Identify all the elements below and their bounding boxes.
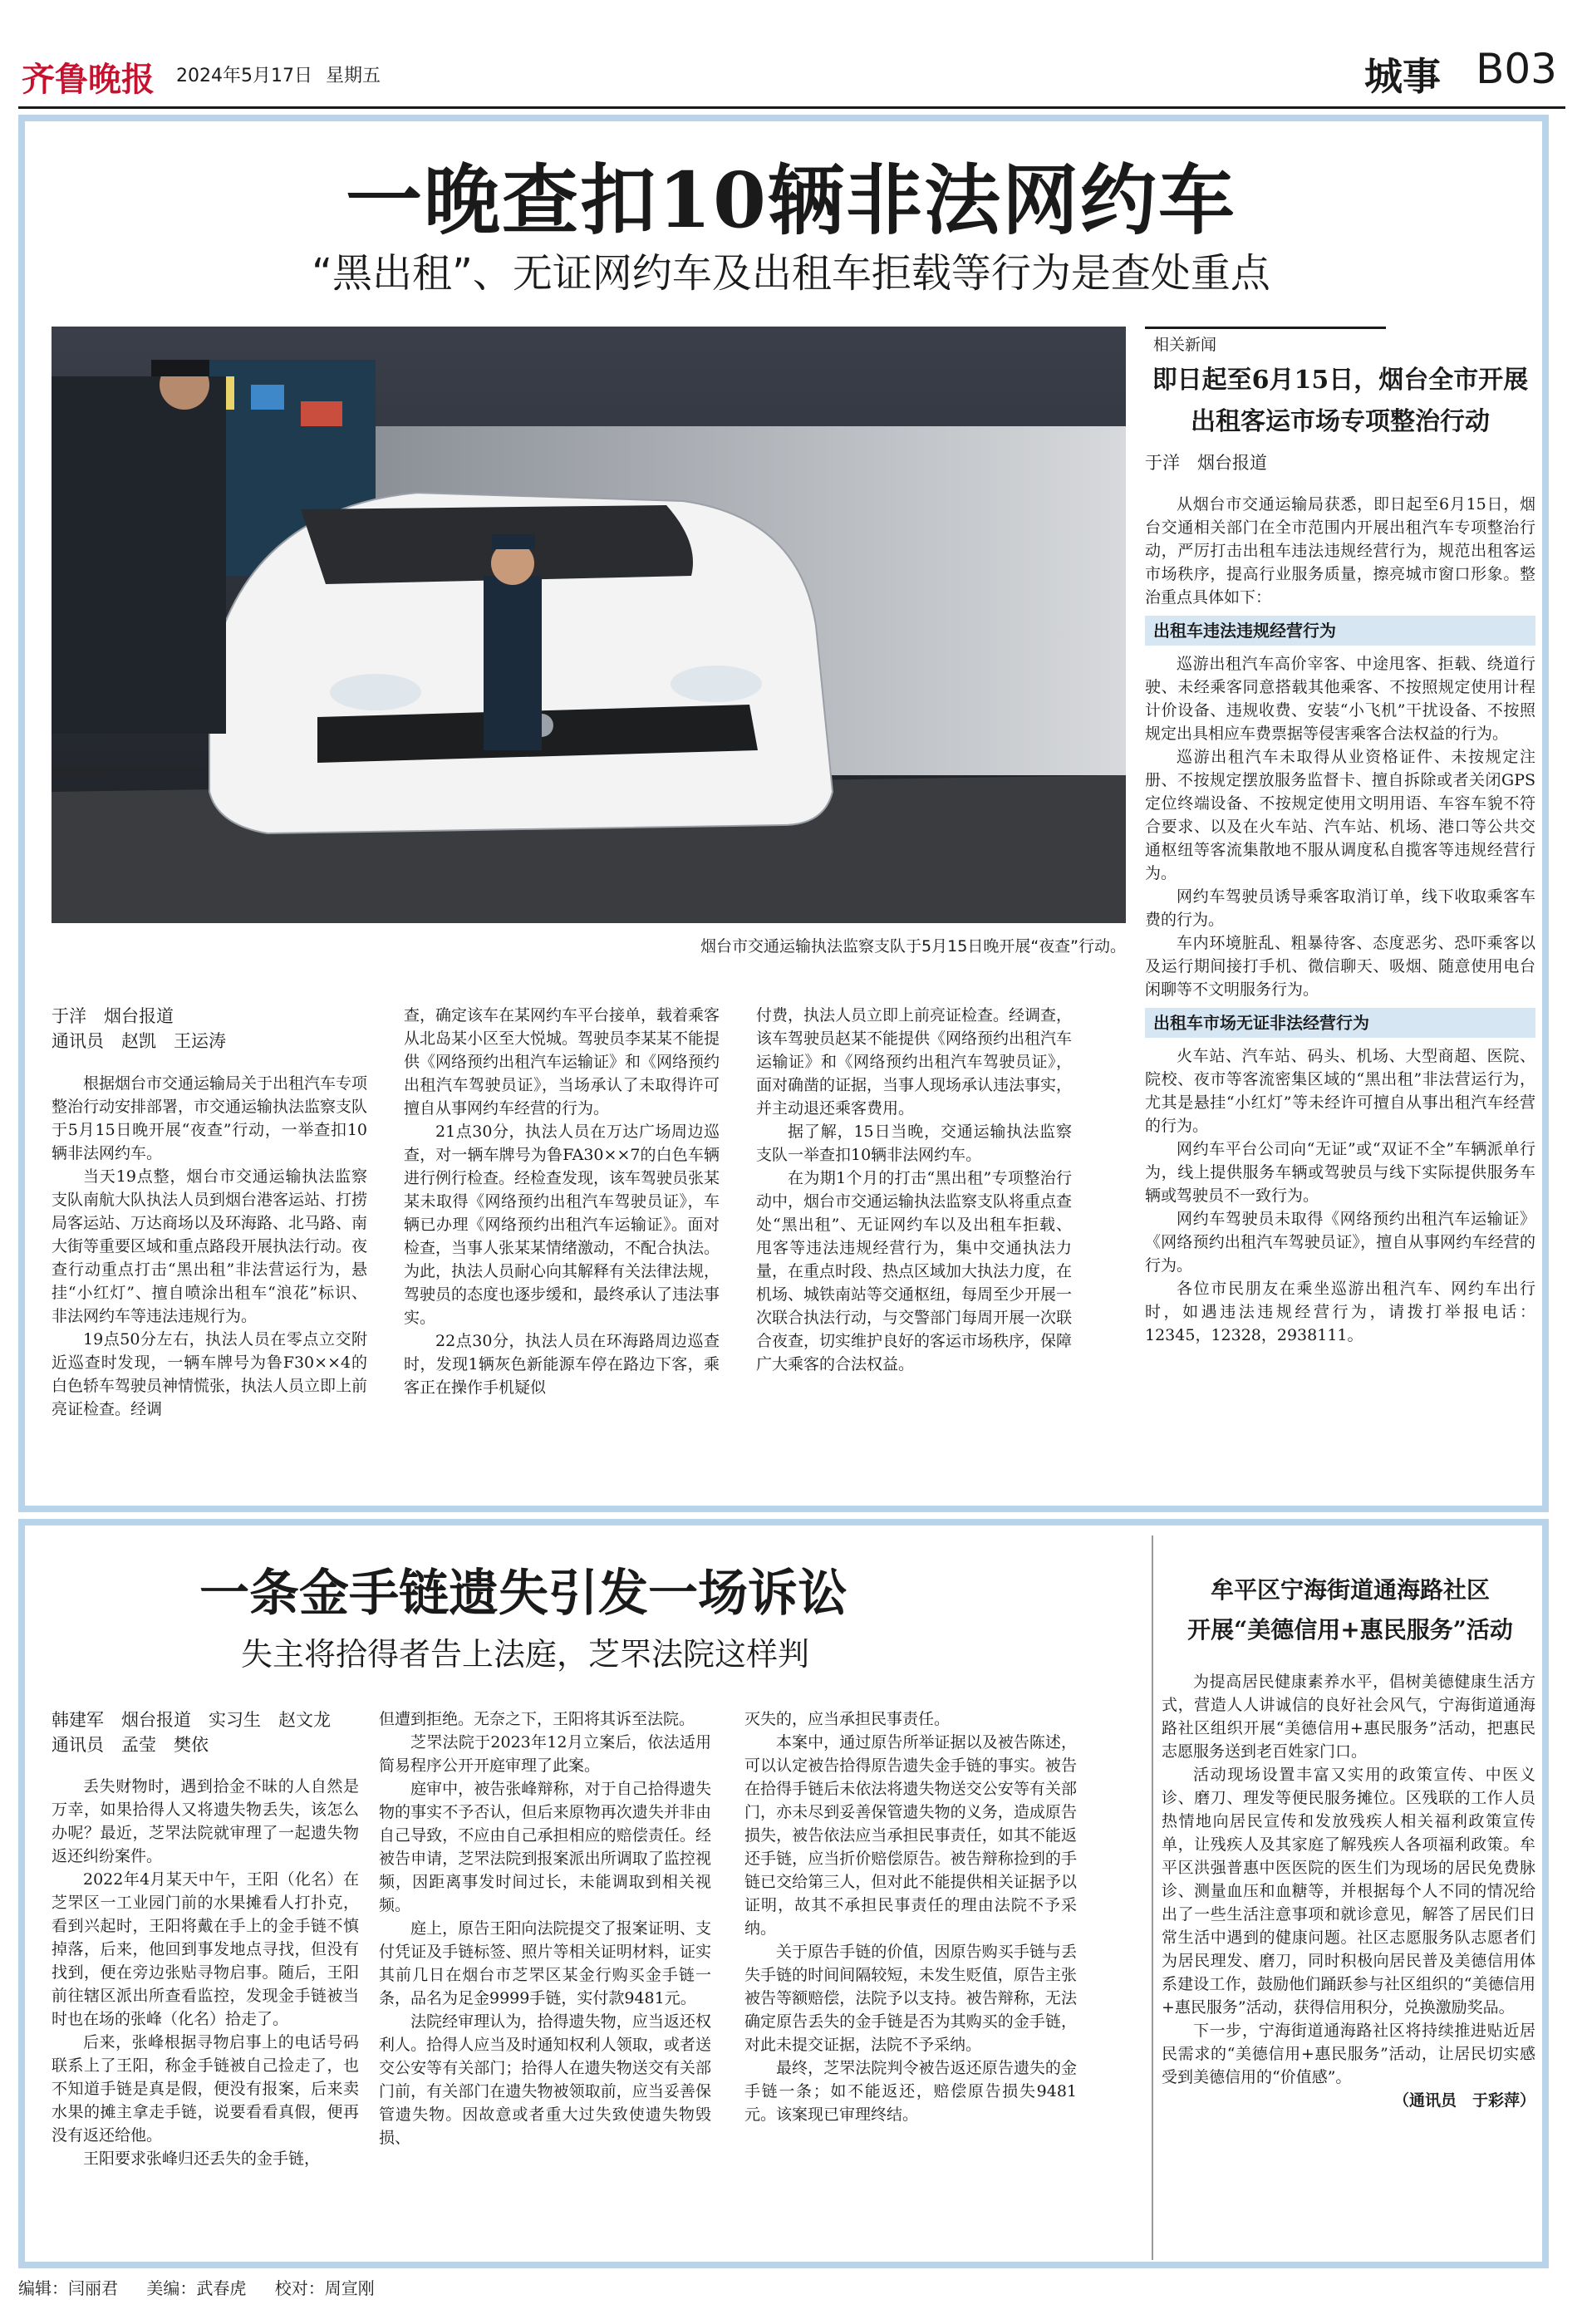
related-news-tag: 相关新闻 <box>1145 327 1386 353</box>
body-paragraph: 法院经审理认为，拾得遗失物，应当返还权利人。拾得人应当及时通知权利人领取，或者送交公安等有关部门；拾得人在遗失物送交有关部门前，有关部门在遗失物被领取前，应当妥善保管遗失物。因故意或者重大过失致使遗失物毁损、 <box>379 2012 711 2147</box>
sidebar-paragraph: 各位市民朋友在乘坐巡游出租汽车、网约车出行时，如遇违法违规经营行为，请拨打举报电话：12345，12328，2938111。 <box>1145 1280 1535 1344</box>
page-number: B03 <box>1476 45 1557 93</box>
body-paragraph: 19点50分左右，执法人员在零点立交附近巡查时发现，一辆车牌号为鲁F30××4的白色轿车驾驶员神情慌张，执法人员立即上前亮证检查。经调 <box>52 1330 368 1418</box>
article3-signature: （通讯员 于彩萍） <box>1393 2091 1535 2110</box>
page-credits <box>18 2275 1565 2299</box>
sidebar-subhead-1: 出租车违法违规经营行为 <box>1145 616 1535 646</box>
body-paragraph: 灭失的，应当承担民事责任。 <box>744 1710 951 1728</box>
body-paragraph: 付费，执法人员立即上前亮证检查。经调查，该车驾驶员赵某不能提供《网络预约出租汽车运输证》和《网络预约出租汽车驾驶员证》，面对确凿的证据，当事人现场承认违法事实，并主动退还乘客费用。 <box>756 1006 1073 1118</box>
article2-column-2 <box>379 1707 711 2150</box>
issue-weekday: 星期五 <box>326 66 381 86</box>
designer-credit: 美编：武春虎 <box>146 2278 247 2298</box>
body-paragraph: 据了解，15日当晚，交通运输执法监察支队一举查扣10辆非法网约车。 <box>756 1123 1072 1164</box>
sidebar-headline-line-2: 出租客运市场专项整治行动 <box>1191 407 1490 436</box>
sidebar-subhead-2: 出租车市场无证非法经营行为 <box>1145 1008 1535 1038</box>
proofreader-credit: 校对：周宣刚 <box>274 2278 375 2298</box>
sidebar-byline: 于洋 烟台报道 <box>1145 453 1267 473</box>
article2-column-1 <box>52 1775 359 2170</box>
article1-reporter: 于洋 烟台报道 <box>52 1006 174 1026</box>
article2-correspondents: 通讯员 孟莹 樊依 <box>52 1735 209 1755</box>
article3-body <box>1162 1670 1535 2112</box>
body-paragraph: 查，确定该车在某网约车平台接单，载着乘客从北岛某小区至大悦城。驾驶员李某某不能提供《网络预约出租汽车运输证》和《网络预约出租汽车驾驶员证》，当场承认了未取得许可擅自从事网约车经营的行为。 <box>404 1006 720 1118</box>
column-divider <box>1152 1535 1153 2260</box>
body-paragraph: 但遭到拒绝。无奈之下，王阳将其诉至法院。 <box>379 1710 695 1728</box>
article1-correspondents: 通讯员 赵凯 王运涛 <box>52 1031 226 1051</box>
headline-3 <box>1163 1570 1537 1650</box>
body-paragraph: 当天19点整，烟台市交通运输执法监察支队南航大队执法人员到烟台港客运站、打捞局客运站、万达商场以及环海路、北马路、南大街等重要区域和重点路段开展执法行动。夜查行动重点打击“黑出租”非法营运行为，悬挂“小红灯”、擅自喷涂出租车“浪花”标识、非法网约车等违法违规行为。 <box>52 1167 368 1325</box>
body-paragraph: 下一步，宁海街道通海路社区将持续推进贴近居民需求的“美德信用+惠民服务”活动，让居民切实感受到美德信用的“价值感”。 <box>1162 2022 1535 2086</box>
sidebar-paragraph: 巡游出租汽车未取得从业资格证件、未按规定注册、不按规定摆放服务监督卡、擅自拆除或者关闭GPS定位终端设备、不按规定使用文明用语、车容车貌不符合要求、以及在火车站、汽车站、机场、港口等公共交通枢纽等客流集散地不服从调度私自揽客等违规经营行为。 <box>1145 748 1535 882</box>
headline-2: 一条金手链遗失引发一场诉讼 <box>199 1565 848 1623</box>
headline-3-line-1: 牟平区宁海街道通海路社区 <box>1210 1576 1490 1604</box>
sidebar-body <box>1145 493 1535 1347</box>
sidebar-paragraph: 网约车驾驶员未取得《网络预约出租汽车运输证》《网络预约出租汽车驾驶员证》，擅自从事网约车经营的行为。 <box>1145 1210 1535 1275</box>
article1-column-1 <box>52 1072 367 1421</box>
body-paragraph: 在为期1个月的打击“黑出租”专项整治行动中，烟台市交通运输执法监察支队将重点查处“黑出租”、无证网约车以及出租车拒载、甩客等违法违规经营行为，集中交通执法力量，在重点时段、热点区域加大执法力度，在机场、城铁南站等交通枢纽，每周至少开展一次联合执法行动，与交警部门每周开展一次联合夜查，切实维护良好的客运市场秩序，保障广大乘客的合法权益。 <box>756 1169 1073 1373</box>
editor-credit: 编辑：闫丽君 <box>18 2278 118 2298</box>
body-paragraph: 芝罘法院于2023年12月立案后，依法适用简易程序公开开庭审理了此案。 <box>379 1733 711 1775</box>
issue-date: 2024年5月17日 <box>176 66 312 86</box>
body-paragraph: 21点30分，执法人员在万达广场周边巡查，对一辆车牌号为鲁FA30××7的白色车辆进行例行检查。经检查发现，该车驾驶员张某某未取得《网络预约出租汽车驾驶员证》，车辆已办理《网络预约出租汽车运输证》。面对检查，当事人张某某情绪激动，不配合执法。为此，执法人员耐心向其解释有关法律法规，驾驶员的态度也逐步缓和，最终承认了违法事实。 <box>404 1123 720 1327</box>
article2-reporters: 韩建军 烟台报道 实习生 赵文龙 <box>52 1710 331 1730</box>
headline-3-line-2: 开展“美德信用+惠民服务”活动 <box>1187 1616 1513 1644</box>
body-paragraph: 本案中，通过原告所举证据以及被告陈述，可以认定被告拾得原告遗失金手链的事实。被告在拾得手链后未依法将遗失物送交公安等有关部门，亦未尽到妥善保管遗失物的义务，造成原告损失，被告依法应当承担民事责任，如其不能返还手链，应当折价赔偿原告。被告辩称捡到的手链已交给第三人，但对此不能提供相关证据予以证明，故其不承担民事责任的理由法院不予采纳。 <box>744 1733 1077 1938</box>
body-paragraph: 最终，芝罘法院判令被告返还原告遗失的金手链一条；如不能返还，赔偿原告损失9481元。该案现已审理终结。 <box>744 2059 1077 2124</box>
sidebar-paragraph: 网约车平台公司向“无证”或“双证不全”车辆派单行为，线上提供服务车辆或驾驶员与线下实际提供服务车辆或驾驶员不一致行为。 <box>1145 1140 1535 1205</box>
masthead-rule <box>18 106 1565 109</box>
body-paragraph: 22点30分，执法人员在环海路周边巡查时，发现1辆灰色新能源车停在路边下客，乘客正在操作手机疑似 <box>404 1332 720 1397</box>
article1-byline <box>52 1004 226 1054</box>
photo-caption: 烟台市交通运输执法监察支队于5月15日晚开展“夜查”行动。 <box>700 937 1126 956</box>
article1-column-3 <box>756 1004 1072 1376</box>
section-name: 城事 <box>1364 54 1441 99</box>
sidebar-paragraph: 巡游出租汽车高价宰客、中途甩客、拒载、绕道行驶、未经乘客同意搭载其他乘客、不按照规定使用计程计价设备、违规收费、安装“小飞机”干扰设备、不按照规定出具相应车费票据等侵害乘客合法权益的行为。 <box>1145 655 1535 743</box>
body-paragraph: 活动现场设置丰富又实用的政策宣传、中医义诊、磨刀、理发等便民服务摊位。区残联的工作人员热情地向居民宣传和发放残疾人相关福利政策宣传单，让残疾人及其家庭了解残疾人各项福利政策。牟平区洪强普惠中医医院的医生们为现场的居民免费脉诊、测量血压和血糖等，并根据每个人不同的情况给出了一些生活注意事项和就诊意见，解答了居民们日常生活中遇到的健康问题。社区志愿服务队志愿者们为居民理发、磨刀，同时积极向居民普及美德信用体系建设工作，鼓励他们踊跃参与社区组织的“美德信用+惠民服务”活动，获得信用积分，兑换激励奖品。 <box>1162 1766 1535 2017</box>
headline-1: 一晚查扣10辆非法网约车 <box>345 155 1237 245</box>
sidebar-paragraph: 车内环境脏乱、粗暴待客、态度恶劣、恐吓乘客以及运行期间接打手机、微信聊天、吸烟、随意使用电台闲聊等不文明服务行为。 <box>1145 934 1535 999</box>
article2-column-3 <box>744 1707 1077 2126</box>
body-paragraph: 关于原告手链的价值，因原告购买手链与丢失手链的时间间隔较短，未发生贬值，原告主张被告等额赔偿，法院予以支持。被告辩称，无法确定原告丢失的金手链是否为其购买的金手链，对此未提交证据，法院不予采纳。 <box>744 1943 1077 2054</box>
related-news-sidebar <box>1145 327 1535 1490</box>
body-paragraph: 为提高居民健康素养水平，倡树美德健康生活方式，营造人人讲诚信的良好社会风气，宁海街道通海路社区组织开展“美德信用+惠民服务”活动，把惠民志愿服务送到老百姓家门口。 <box>1162 1673 1535 1761</box>
subheadline-2: 失主将拾得者告上法庭，芝罘法院这样判 <box>241 1636 810 1673</box>
body-paragraph: 丢失财物时，遇到拾金不昧的人自然是万幸，如果拾得人又将遗失物丢失，该怎么办呢？最近，芝罘法院就审理了一起遗失物返还纠纷案件。 <box>52 1777 359 1865</box>
sidebar-headline <box>1145 360 1535 443</box>
subheadline-1: “黑出租”、无证网约车及出租车拒载等行为是查处重点 <box>312 250 1270 297</box>
night-inspection-photo <box>52 327 1126 923</box>
sidebar-paragraph: 网约车驾驶员诱导乘客取消订单，线下收取乘客车费的行为。 <box>1145 887 1535 929</box>
body-paragraph: 庭审中，被告张峰辩称，对于自己拾得遗失物的事实不予否认，但后来原物再次遗失并非由自己导致，不应由自己承担相应的赔偿责任。经被告申请，芝罘法院到报案派出所调取了监控视频，因距离事发时间过长，未能调取到相关视频。 <box>379 1780 711 1914</box>
sidebar-intro: 从烟台市交通运输局获悉，即日起至6月15日，烟台交通相关部门在全市范围内开展出租汽车专项整治行动，严厉打击出租车违法违规经营行为，规范出租客运市场秩序，提高行业服务质量，擦亮城市窗口形象。整治重点具体如下： <box>1145 495 1535 607</box>
sidebar-headline-line-1: 即日起至6月15日，烟台全市开展 <box>1152 366 1529 395</box>
news-photo <box>52 327 1126 923</box>
body-paragraph: 2022年4月某天中午，王阳（化名）在芝罘区一工业园门前的水果摊看人打扑克，看到兴起时，王阳将戴在手上的金手链不慎掉落，后来，他回到事发地点寻找，但没有找到，便在旁边张贴寻物启事。随后，王阳前往辖区派出所查看监控，发现金手链被当时也在场的张峰（化名）拾走了。 <box>52 1870 359 2028</box>
body-paragraph: 王阳要求张峰归还丢失的金手链， <box>83 2150 321 2168</box>
body-paragraph: 庭上，原告王阳向法院提交了报案证明、支付凭证及手链标签、照片等相关证明材料，证实其前几日在烟台市芝罘区某金行购买金手链一条，品名为足金9999手链，实付款9481元。 <box>379 1919 711 2007</box>
sidebar-paragraph: 火车站、汽车站、码头、机场、大型商超、医院、院校、夜市等客流密集区域的“黑出租”非法营运行为，尤其是悬挂“小红灯”等未经许可擅自从事出租汽车经营的行为。 <box>1145 1047 1535 1135</box>
newspaper-logo: 齐鲁晚报 <box>22 60 155 99</box>
body-paragraph: 后来，张峰根据寻物启事上的电话号码联系上了王阳，称金手链被自己捡走了，也不知道手链是真是假，便没有报案，后来卖水果的摊主拿走手链，说要看看真假，便再没有返还给他。 <box>52 2033 359 2145</box>
body-paragraph: 根据烟台市交通运输局关于出租汽车专项整治行动安排部署，市交通运输执法监察支队于5月15日晚开展“夜查”行动，一举查扣10辆非法网约车。 <box>52 1074 368 1162</box>
article2-byline <box>52 1707 331 1757</box>
article1-column-2 <box>404 1004 720 1399</box>
masthead <box>18 43 1565 105</box>
